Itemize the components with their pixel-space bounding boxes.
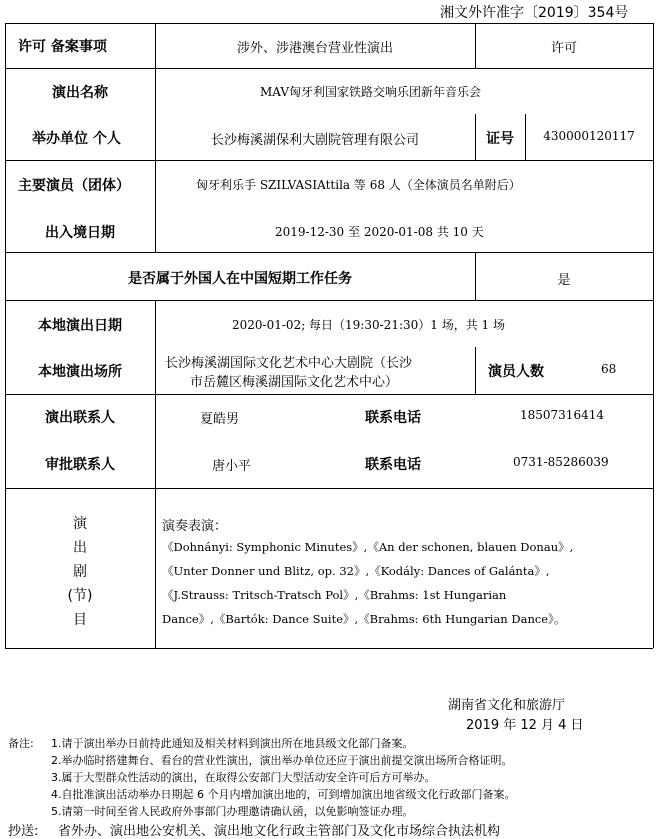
notes-label: 备注: <box>8 737 34 750</box>
performer-count-value: 68 <box>601 362 617 376</box>
license-value: 涉外、涉港澳台营业性演出 <box>236 41 393 56</box>
contact-phone-label: 联系电话 <box>365 410 421 426</box>
approver-phone: 0731-85286039 <box>513 455 609 469</box>
program-label-char: (节) <box>67 588 93 604</box>
entry-exit-label: 出入境日期 <box>45 225 115 241</box>
cert-label: 证号 <box>486 131 514 147</box>
contact-name: 夏皓男 <box>200 412 240 427</box>
venue-value-line2: 市岳麓区梅溪湖国际文化艺术中心） <box>190 375 399 390</box>
note-item: 1.请于演出举办日前持此通知及相关材料到演出所在地县级文化部门备案。 <box>51 737 414 750</box>
short-term-label: 是否属于外国人在中国短期工作任务 <box>128 271 352 287</box>
name-value: MAV匈牙利国家铁路交响乐团新年音乐会 <box>260 85 482 99</box>
col-divider <box>155 300 156 648</box>
program-label-char: 目 <box>73 612 87 628</box>
note-item: 5.请第一时间至省人民政府外事部门办理邀请确认函，以免影响签证办理。 <box>51 805 414 818</box>
program-line: 《Unter Donner und Blitz, op. 32》,《Kodály: Dances of Galánta》, <box>162 564 550 578</box>
performer-count-label: 演员人数 <box>488 364 544 380</box>
row-divider <box>5 160 653 161</box>
row-divider <box>5 394 653 395</box>
license-label: 许可 备案事项 <box>18 39 107 55</box>
short-term-value: 是 <box>557 273 571 288</box>
note-item: 4.自批准演出活动举办日期起 6 个月内增加演出地的，可到增加演出地省级文化行政部门备案。 <box>51 788 516 801</box>
document-number: 湘文外许准字〔2019〕354号 <box>440 5 629 21</box>
issue-date: 2019 年 12 月 4 日 <box>466 718 584 733</box>
table-border-top <box>5 23 653 24</box>
approver-label: 审批联系人 <box>45 457 115 473</box>
cc-label: 抄送: <box>8 824 39 839</box>
performers-value: 匈牙利乐手 SZILVASIAttila 等 68 人（全体演员名单附后） <box>196 178 521 192</box>
local-date-value: 2020-01-02; 每日（19:30-21:30）1 场，共 1 场 <box>232 318 505 332</box>
performers-label: 主要演员（团体） <box>18 178 130 194</box>
entry-exit-value: 2019-12-30 至 2020-01-08 共 10 天 <box>275 225 484 239</box>
program-line: 《J.Strauss: Tritsch-Tratsch Pol》,《Brahms: 1st Hungarian <box>162 588 507 602</box>
issuer: 湖南省文化和旅游厅 <box>448 698 566 713</box>
program-line: 《Dohnányi: Symphonic Minutes》,《An der schonen, blauen Donau》, <box>162 540 574 554</box>
organizer-label: 举办单位 个人 <box>32 131 121 147</box>
cert-value: 430000120117 <box>543 129 635 143</box>
approver-phone-label: 联系电话 <box>365 457 421 473</box>
contact-phone: 18507316414 <box>520 408 604 422</box>
local-date-label: 本地演出日期 <box>38 318 122 334</box>
program-label-char: 出 <box>73 540 87 556</box>
program-label-char: 演 <box>73 516 87 532</box>
contact-label: 演出联系人 <box>45 410 115 426</box>
approver-name: 唐小平 <box>212 459 252 474</box>
program-line: Dance》,《Bartók: Dance Suite》,《Brahms: 6th Hungarian Dance》。 <box>162 612 566 626</box>
license-result: 许可 <box>550 41 577 56</box>
table-border-right <box>653 23 654 648</box>
program-line: 演奏表演： <box>162 519 228 534</box>
organizer-value: 长沙梅溪湖保利大剧院管理有限公司 <box>210 133 419 148</box>
note-item: 2.举办临时搭建舞台、看台的营业性演出，演出举办单位还应于演出前提交演出场所合格证明。 <box>51 754 513 767</box>
row-divider <box>5 488 653 489</box>
venue-label: 本地演出场所 <box>38 364 122 380</box>
row-divider <box>5 68 653 69</box>
row-divider <box>5 300 653 301</box>
col-divider <box>475 347 476 394</box>
program-label-char: 剧 <box>73 564 87 580</box>
row-divider <box>5 252 653 253</box>
name-label: 演出名称 <box>52 85 108 101</box>
table-border-bottom <box>5 648 653 649</box>
cc-value: 省外办、演出地公安机关、演出地文化行政主管部门及文化市场综合执法机构 <box>58 824 501 839</box>
note-item: 3.属于大型群众性活动的演出，在取得公安部门大型活动安全许可后方可举办。 <box>51 771 436 784</box>
venue-value-line1: 长沙梅溪湖国际文化艺术中心大剧院（长沙 <box>165 356 413 371</box>
